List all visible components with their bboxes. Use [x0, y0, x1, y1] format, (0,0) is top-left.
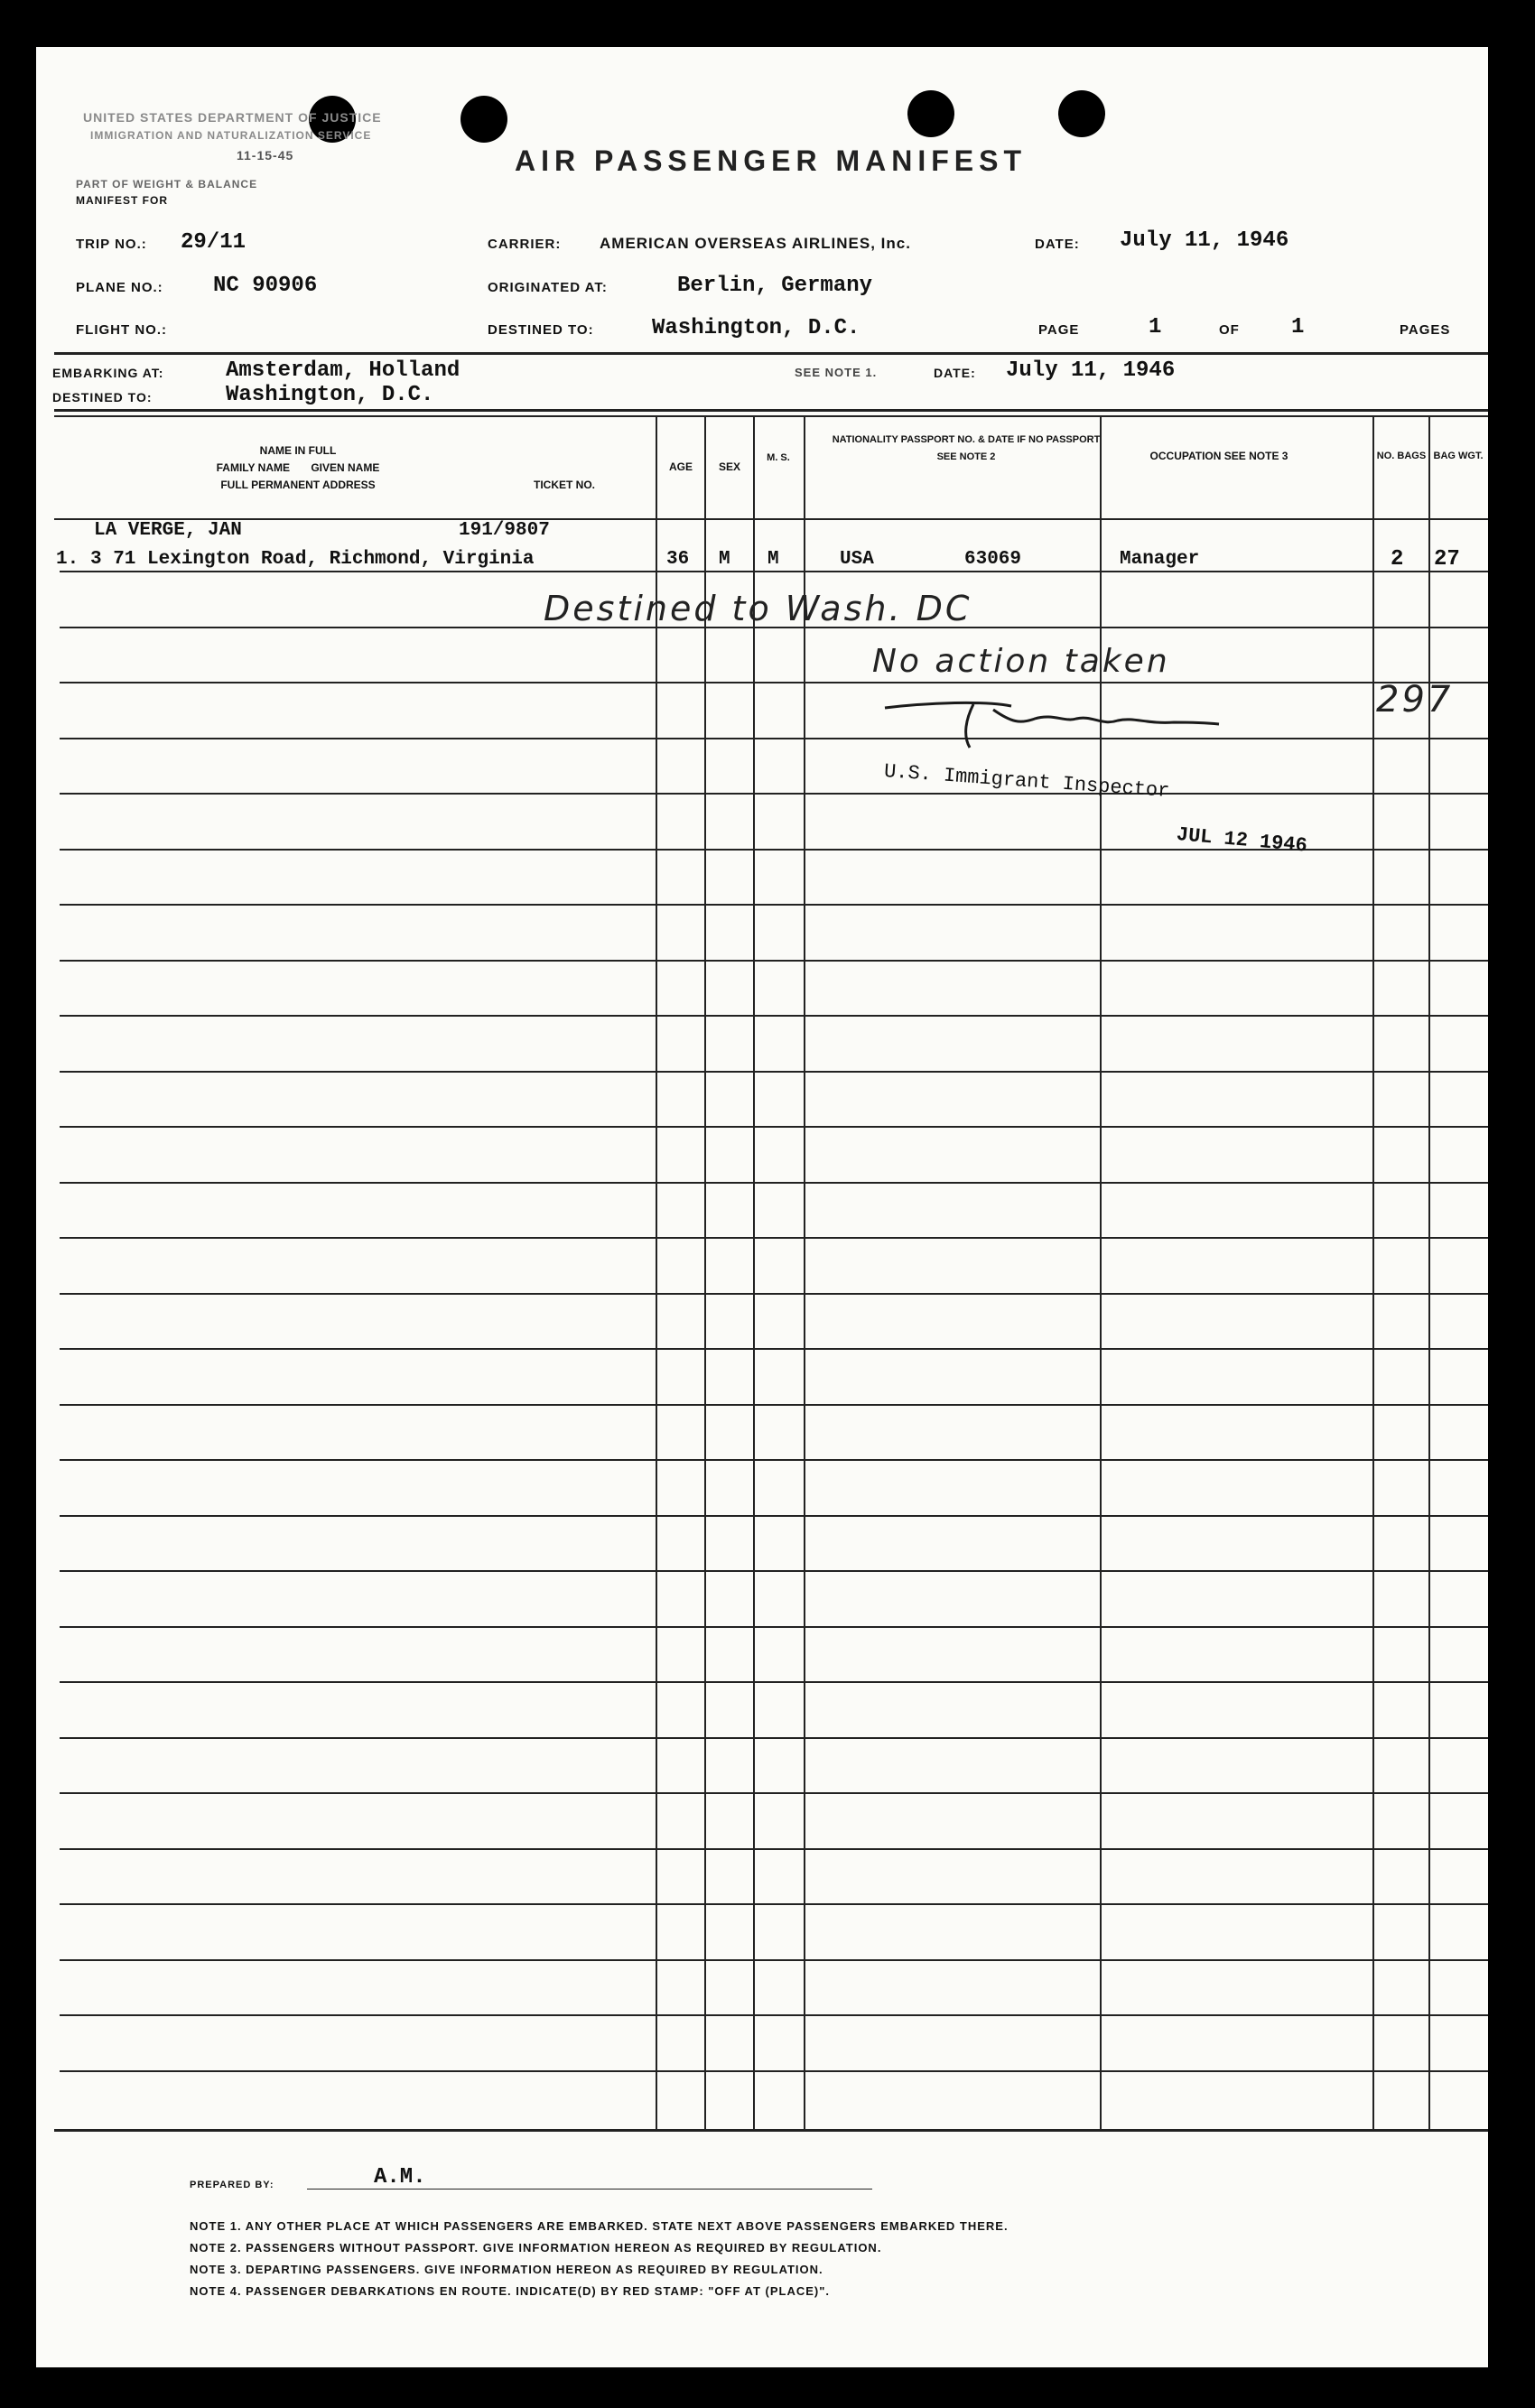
prepared-by-value: A.M. — [374, 2165, 426, 2190]
trip-no-label: TRIP NO.: — [76, 237, 147, 252]
table-row — [60, 904, 1488, 906]
passenger-bags: 2 — [1391, 547, 1404, 572]
column-divider — [804, 417, 805, 2131]
table-row — [60, 1015, 1488, 1017]
handwritten-destination: Destined to Wash. DC — [544, 589, 972, 628]
divider — [54, 415, 1488, 417]
date-value: July 11, 1946 — [1120, 228, 1289, 253]
embarking-label: EMBARKING AT: — [52, 366, 164, 380]
table-row — [60, 1515, 1488, 1517]
passenger-passport: 63069 — [964, 549, 1022, 570]
form-date: 11-15-45 — [237, 148, 294, 163]
plane-no-value: NC 90906 — [213, 274, 318, 298]
table-row — [60, 1959, 1488, 1961]
table-row — [60, 1903, 1488, 1905]
note-2: NOTE 2. PASSENGERS WITHOUT PASSPORT. GIVE INFORMATION HEREON AS REQUIRED BY REGULATION. — [190, 2241, 882, 2255]
table-row — [60, 2014, 1488, 2016]
table-row — [60, 793, 1488, 795]
col-header-occupation: OCCUPATION SEE NOTE 3 — [1149, 450, 1288, 462]
passenger-ms: M — [768, 549, 779, 570]
table-row — [60, 1570, 1488, 1572]
table-row — [60, 1071, 1488, 1073]
of-label: OF — [1219, 322, 1240, 338]
inspector-title: U.S. Immigrant Inspector — [883, 760, 1171, 804]
passenger-address: 3 71 Lexington Road, Richmond, Virginia — [90, 549, 535, 570]
passenger-age: 36 — [666, 549, 690, 570]
part-of-line2: MANIFEST FOR — [76, 194, 168, 207]
divider — [54, 409, 1488, 412]
of-value: 1 — [1291, 315, 1305, 339]
col-header-ticket: TICKET NO. — [534, 479, 595, 491]
passenger-sex: M — [719, 549, 730, 570]
col-header-sex: SEX — [718, 460, 740, 473]
col-header-bags: NO. BAGS — [1376, 451, 1427, 461]
note-3: NOTE 3. DEPARTING PASSENGERS. GIVE INFORMATION HEREON AS REQUIRED BY REGULATION. — [190, 2263, 823, 2276]
table-row — [60, 571, 1488, 572]
passenger-name: LA VERGE, JAN — [94, 520, 242, 541]
column-divider — [704, 417, 706, 2131]
embarking-value: Amsterdam, Holland — [226, 358, 460, 383]
divider — [54, 518, 1488, 520]
note-1: NOTE 1. ANY OTHER PLACE AT WHICH PASSENGERS ARE EMBARKED. STATE NEXT ABOVE PASSENGERS EMBARKED THERE. — [190, 2219, 1009, 2233]
handwritten-no-action: No action taken — [872, 643, 1170, 680]
passenger-bag-wgt: 27 — [1434, 547, 1460, 572]
column-divider — [1372, 417, 1374, 2131]
prepared-by-label: PREPARED BY: — [190, 2180, 274, 2190]
destined-value: Washington, D.C. — [652, 316, 861, 340]
table-row — [60, 1182, 1488, 1184]
page-value: 1 — [1149, 315, 1162, 339]
punch-hole — [460, 96, 507, 143]
inspector-date-stamp: JUL 12 1946 — [1175, 823, 1308, 858]
date-label: DATE: — [1035, 237, 1080, 252]
col-header-name: NAME IN FULL FAMILY NAME GIVEN NAME FULL PERMANENT ADDRESS — [216, 444, 380, 491]
carrier-label: CARRIER: — [488, 237, 562, 252]
divider — [54, 2129, 1488, 2132]
trip-no-value: 29/11 — [181, 230, 247, 255]
table-row — [60, 1681, 1488, 1683]
table-row — [60, 1237, 1488, 1239]
agency-stamp-line2: IMMIGRATION AND NATURALIZATION SERVICE — [90, 129, 372, 142]
prepared-by-line — [307, 2189, 872, 2190]
column-divider — [656, 417, 657, 2131]
plane-no-label: PLANE NO.: — [76, 280, 163, 295]
agency-stamp-line1: UNITED STATES DEPARTMENT OF JUSTICE — [83, 110, 382, 125]
page-label: PAGE — [1038, 322, 1080, 338]
embark-date-label: DATE: — [934, 366, 976, 380]
passenger-occupation: Manager — [1120, 549, 1200, 570]
table-row — [60, 1626, 1488, 1628]
table-row — [60, 1293, 1488, 1295]
column-divider — [1428, 417, 1430, 2131]
punch-hole — [907, 90, 954, 137]
embark-destined-value: Washington, D.C. — [226, 383, 434, 407]
passenger-ticket: 191/9807 — [459, 520, 550, 541]
punch-hole — [1058, 90, 1105, 137]
embark-destined-label: DESTINED TO: — [52, 390, 153, 404]
column-divider — [753, 417, 755, 2131]
table-row — [60, 1126, 1488, 1128]
originated-label: ORIGINATED AT: — [488, 280, 608, 295]
handwritten-total: 297 — [1376, 679, 1454, 721]
page-title: AIR PASSENGER MANIFEST — [515, 144, 1027, 177]
passenger-nationality: USA — [840, 549, 874, 570]
table-row — [60, 682, 1488, 683]
col-header-bag-wgt: BAG WGT. — [1433, 451, 1484, 461]
table-row — [60, 2070, 1488, 2072]
table-row — [60, 738, 1488, 739]
see-note-label: SEE NOTE 1. — [795, 366, 878, 379]
table-row — [60, 1737, 1488, 1739]
originated-value: Berlin, Germany — [677, 274, 873, 298]
passenger-row-no: 1. — [56, 549, 79, 570]
col-header-ms: M. S. — [767, 452, 790, 463]
carrier-value: AMERICAN OVERSEAS AIRLINES, Inc. — [600, 235, 911, 252]
table-row — [60, 1459, 1488, 1461]
table-row — [60, 1792, 1488, 1794]
table-row — [60, 1404, 1488, 1406]
table-row — [60, 1348, 1488, 1350]
table-row — [60, 960, 1488, 962]
destined-label: DESTINED TO: — [488, 322, 594, 338]
embark-date-value: July 11, 1946 — [1006, 358, 1176, 383]
flight-no-label: FLIGHT NO.: — [76, 322, 167, 338]
col-header-age: AGE — [668, 460, 693, 473]
note-4: NOTE 4. PASSENGER DEBARKATIONS EN ROUTE. INDICATE(D) BY RED STAMP: "OFF AT (PLACE)". — [190, 2284, 831, 2298]
col-header-nationality: NATIONALITY PASSPORT NO. & DATE IF NO PASSPORT SEE NOTE 2 — [832, 434, 1101, 462]
pages-label: PAGES — [1400, 322, 1451, 338]
divider — [54, 352, 1488, 355]
table-row — [60, 1848, 1488, 1850]
inspector-signature — [876, 683, 1237, 755]
part-of-line1: PART OF WEIGHT & BALANCE — [76, 178, 258, 191]
